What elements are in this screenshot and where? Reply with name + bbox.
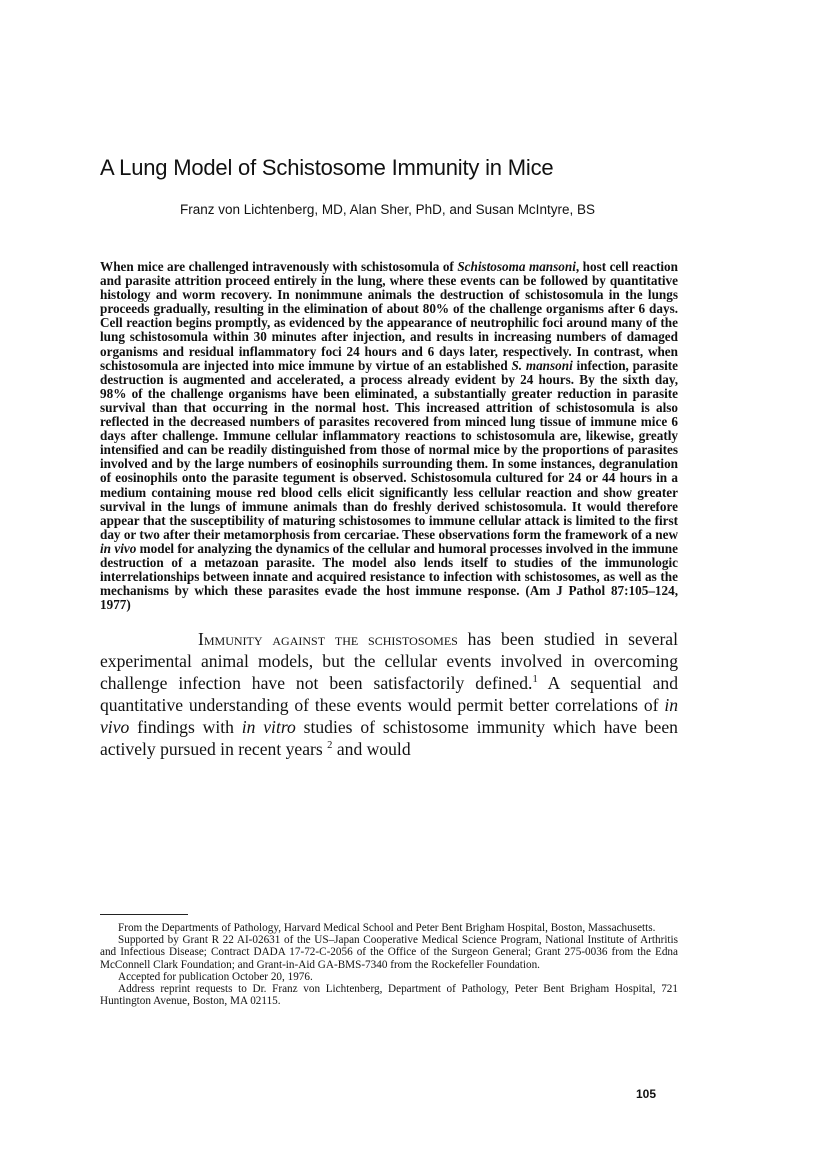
footnote-reprints: Address reprint requests to Dr. Franz von Lichtenberg, Department of Pathology, Peter Bent Brigham Hospital, 721 Huntington Avenue, Boston, MA 02115. (100, 983, 678, 1008)
footnote-support: Supported by Grant R 22 AI-02631 of the US–Japan Cooperative Medical Science Program, National Institute of Arthritis and Infectious Disease; Contract DADA 17-72-C-2056 of the Office of the Surgeon General; Grant 275-0036 from the Edna McConnell Clark Foundation; and Grant-in-Aid GA-BMS-7340 from the Rockefeller Foundation. (100, 934, 678, 971)
body-text: findings with (129, 717, 242, 737)
abstract-text: model for analyzing the dynamics of the cellular and humoral processes involved in the immune destruction of a metazoan parasite. The model also lends itself to studies of the immunologic interrelationships between innate and acquired resistance to infection with schistosomes, as well as the mechanisms by which these parasites evade the host immune response. (Am J Pathol 87:105–124, 1977) (100, 540, 678, 613)
body-text: and would (332, 739, 411, 759)
body-text: has been studied in several experimental animal models, but the cellular events involved in overcoming challenge infection have not been satisfactorily defined. (100, 629, 678, 693)
abstract (100, 260, 678, 612)
body-text: studies of schistosome immunity which have been actively pursued in recent years (100, 717, 678, 759)
in-vivo-term: in vivo (100, 540, 137, 556)
abstract-text: , host cell reaction and parasite attrition proceed entirely in the lung, where these events can be followed by quantitative histology and worm recovery. In nonimmune animals the destruction of schistosomula in the lungs proceeds gradually, resulting in the elimination of about 80% of the challenge organisms after 6 days. Cell reaction begins promptly, as evidenced by the appearance of neutrophilic foci around many of the lung schistosomula within 30 minutes after injection, and results in increasing numbers of damaged organisms and residual inflammatory foci 24 hours and 6 days later, respectively. In contrast, when schistosomula are injected into mice immune by virtue of an established (100, 259, 678, 373)
page-number: 105 (636, 1087, 657, 1101)
species-name: S. mansoni (511, 357, 573, 373)
footnote-divider (100, 914, 188, 915)
article-title: A Lung Model of Schistosome Immunity in Mice (100, 155, 554, 180)
abstract-text: infection, parasite destruction is augmented and accelerated, a process already evident by 24 hours. By the sixth day, 98% of the challenge organisms have been eliminated, a substantially greater reduction in parasite survival than that occurring in the normal host. This increased attrition of schistosomula is also reflected in the decreased numbers of parasites recovered from minced lung tissue of immune mice 6 days after challenge. Immune cellular inflammatory reactions to schistosomula are, likewise, greatly intensified and can be readily distinguished from those of normal mice by the proportions of parasites involved and by the large numbers of eosinophils surrounding them. In some instances, degranulation of eosinophils onto the parasite tegument is observed. Schistosomula cultured for 24 or 44 hours in a medium containing mouse red blood cells elicit significantly less cellular reaction and show greater survival in the lungs of immune animals than do freshly derived schistosomula. It would therefore appear that the susceptibility of maturing schistosomes to immune cellular attack is limited to the first day or two after their metamorphosis from cercariae. These observations form the framework of a new (100, 357, 678, 542)
body-text: A sequential and quantitative understanding of these events would permit better correlations of (100, 673, 678, 715)
footnote-accepted: Accepted for publication October 20, 1976. (118, 970, 313, 983)
reference-marker[interactable]: 1 (532, 674, 538, 686)
lead-in: Immunity against the schistosomes (198, 629, 458, 649)
in-vivo-term: in vivo (100, 695, 678, 737)
body-paragraph (100, 628, 678, 760)
in-vitro-term: in vitro (241, 717, 296, 737)
reference-marker[interactable]: 2 (327, 740, 333, 752)
footnote-affiliation: From the Departments of Pathology, Harvard Medical School and Peter Bent Brigham Hospital, Boston, Massachusetts. (118, 922, 656, 934)
footnotes (100, 922, 678, 1007)
abstract-text: When mice are challenged intravenously with schistosomula of (100, 259, 458, 274)
species-name: Schistosoma mansoni (457, 259, 576, 274)
author-list: Franz von Lichtenberg, MD, Alan Sher, PhD, and Susan McIntyre, BS (180, 202, 595, 217)
